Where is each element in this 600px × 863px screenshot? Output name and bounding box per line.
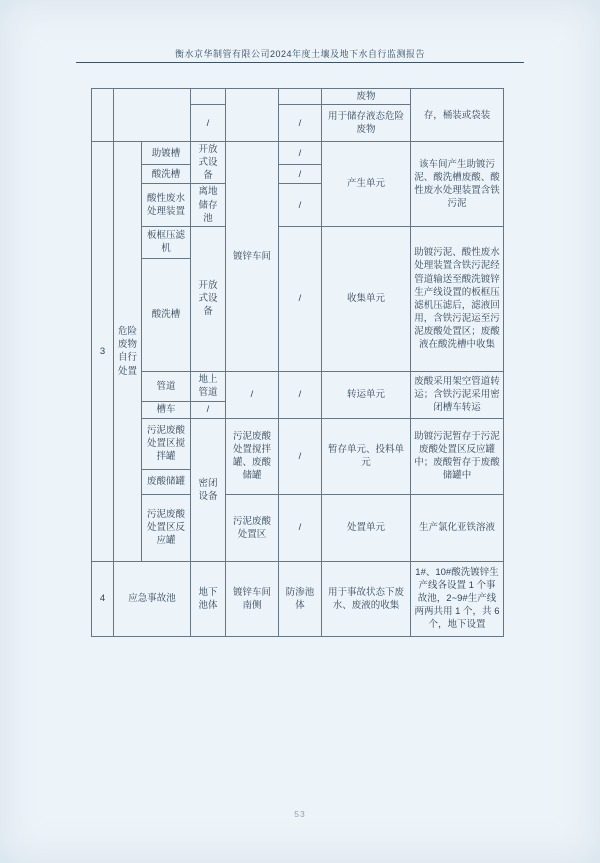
cell-location-transfer-slash: /	[226, 371, 279, 418]
cell-cont-type-top	[191, 89, 226, 105]
cell-item-acid-wastewater-unit: 酸性废水处理装置	[142, 184, 191, 226]
cell-item-tank-truck: 槽车	[142, 401, 191, 418]
cell-slash-disposal: /	[279, 494, 322, 561]
cell-function-disposal: 处置单元	[322, 494, 411, 561]
cell-function-collection: 收集单元	[322, 226, 411, 371]
cell-type-open-equipment-1: 开放式设备	[191, 142, 226, 184]
cell-row4-note: 1#、10#酸洗镀锌生产线各设置 1 个事故池，2~9#生产线两两共用 1 个，共 6 个，地下设置	[411, 561, 504, 636]
cell-item-flux-tank: 助镀槽	[142, 142, 191, 165]
cell-cont-structure-slash: /	[279, 105, 322, 142]
cell-item-waste-acid-storage-tank: 废酸储罐	[142, 469, 191, 494]
cell-row4-structure: 防渗池体	[279, 561, 322, 636]
cell-cont-type-slash: /	[191, 105, 226, 142]
cell-cont-liquid-note: 用于储存液态危险废物	[322, 105, 411, 142]
cell-cont-waste: 废物	[322, 89, 411, 105]
cell-location-disposal-area: 污泥废酸处置区	[226, 494, 279, 561]
cell-slash-flux-tank: /	[279, 142, 322, 165]
cell-note-collection: 助镀污泥、酸性废水处理装置含铁污泥经管道输送至酸洗镀锌生产线设置的板框压滤机压滤后，滤液回用，含铁污泥运至污泥废酸处置区；废酸液在酸洗槽中收集	[411, 226, 504, 371]
header-title: 衡水京华制管有限公司2024年度土壤及地下水自行监测报告	[174, 49, 426, 59]
cell-function-temp-storage-feeding: 暂存单元、投料单元	[322, 418, 411, 494]
cell-row3-no: 3	[92, 142, 114, 562]
cell-note-generation: 该车间产生助镀污泥、酸洗槽废酸、酸性废水处理装置含铁污泥	[411, 142, 504, 227]
cell-note-disposal: 生产氯化亚铁溶液	[411, 494, 504, 561]
cell-row4-type: 地下池体	[191, 561, 226, 636]
cell-cont-packaging: 存，桶装或袋装	[411, 89, 504, 142]
cell-cont-name	[114, 89, 191, 142]
cell-function-generation: 产生单元	[322, 142, 411, 227]
cell-type-closed-equipment: 密闭设备	[191, 418, 226, 561]
cell-function-transfer: 转运单元	[322, 371, 411, 418]
cell-slash-transfer: /	[279, 371, 322, 418]
cell-note-transfer: 废酸采用架空管道转运；含铁污泥采用密闭槽车转运	[411, 371, 504, 418]
cell-location-mixing-storage-tanks: 污泥废酸处置搅拌罐、废酸储罐	[226, 418, 279, 494]
cell-slash-acid-wastewater: /	[279, 184, 322, 226]
cell-row4-name: 应急事故池	[114, 561, 191, 636]
cell-cont-location	[226, 89, 279, 142]
cell-type-above-ground-pipeline: 地上管道	[191, 371, 226, 401]
cell-item-reaction-tank: 污泥废酸处置区反应罐	[142, 494, 191, 561]
cell-cont-structure-top	[279, 89, 322, 105]
cell-row4-location: 镀锌车间南侧	[226, 561, 279, 636]
cell-type-open-equipment-2: 开放式设备	[191, 226, 226, 371]
cell-slash-collection: /	[279, 226, 322, 371]
cell-row4-function: 用于事故状态下废水、废液的收集	[322, 561, 411, 636]
cell-cont-index	[92, 89, 114, 142]
cell-item-filter-press: 板框压滤机	[142, 226, 191, 258]
cell-row4-no: 4	[92, 561, 114, 636]
page-number: 53	[294, 809, 306, 819]
cell-item-pickling-tank2: 酸洗槽	[142, 258, 191, 371]
cell-note-temp-storage: 助镀污泥暂存于污泥废酸处置区反应罐中；废酸暂存于废酸储罐中	[411, 418, 504, 494]
cell-location-galvanizing-workshop: 镀锌车间	[226, 142, 279, 372]
cell-item-mixing-tank: 污泥废酸处置区搅拌罐	[142, 418, 191, 469]
cell-item-pipeline: 管道	[142, 371, 191, 401]
cell-item-pickling-tank: 酸洗槽	[142, 165, 191, 184]
cell-slash-pickling-tank: /	[279, 165, 322, 184]
cell-slash-temp-storage: /	[279, 418, 322, 494]
header-rule	[76, 62, 524, 63]
facilities-table	[91, 88, 504, 637]
cell-type-tank-truck-slash: /	[191, 401, 226, 418]
cell-row3-category: 危险废物自行处置	[114, 142, 142, 562]
cell-type-off-ground-storage: 离地储存池	[191, 184, 226, 226]
